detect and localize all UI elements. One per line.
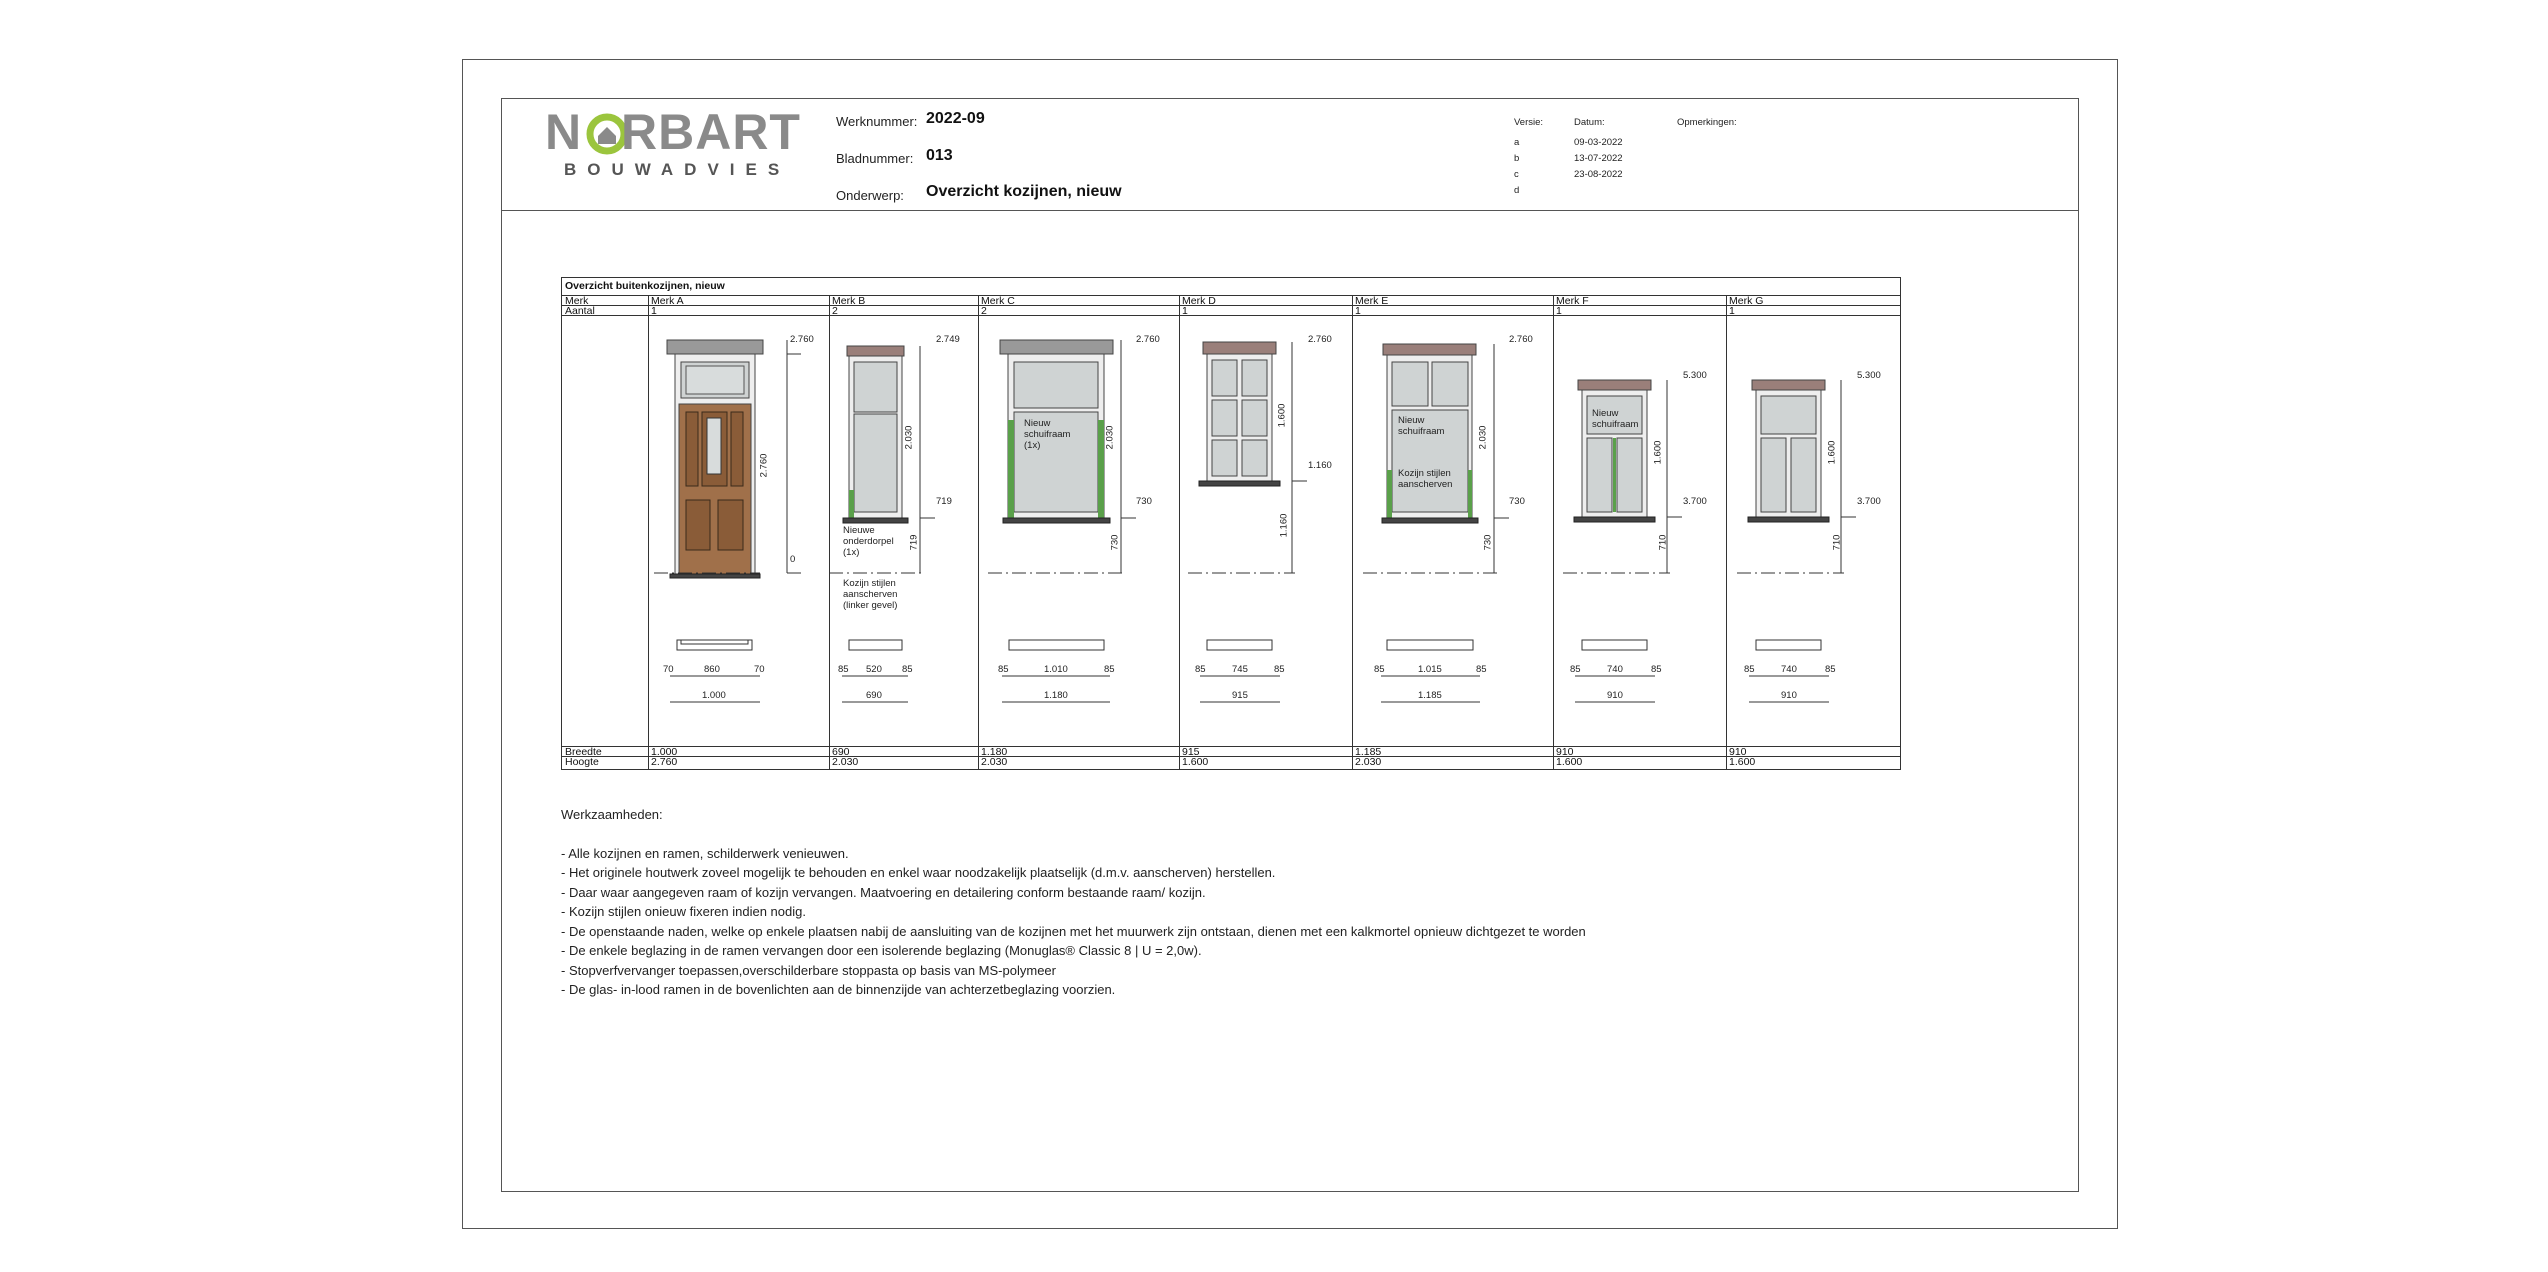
c-mid-dim: 1.010 [1044,664,1068,675]
f-left-dim: 85 [1570,664,1581,675]
rev-b-datum: 13-07-2022 [1574,153,1623,164]
aantal-f: 1 [1556,305,1562,317]
aantal-d: 1 [1182,305,1188,317]
f-sill-dim: 3.700 [1683,496,1707,507]
f-note-2: schuifraam [1592,419,1639,430]
werkzaamheden-title: Werkzaamheden: [561,807,663,822]
c-sill-dim: 730 [1136,496,1152,507]
merk-f: Merk F [1556,295,1589,307]
b-low-dim: 719 [908,534,920,551]
f-low-dim: 710 [1657,534,1669,551]
b-vert-dim: 2.030 [903,425,915,450]
werknummer-label: Werknummer: [836,114,918,129]
a-vert-dim: 2.760 [758,453,770,478]
window-f-drawing [1574,380,1655,522]
b-note-1: Nieuwe [843,525,875,536]
table-title: Overzicht buitenkozijnen, nieuw [565,280,725,292]
aantal-g: 1 [1729,305,1735,317]
b-note-6: (linker gevel) [843,600,898,611]
opmerkingen-label: Opmerkingen: [1677,117,1737,128]
rev-a-versie: a [1514,137,1520,148]
c-note-2: schuifraam [1024,429,1071,440]
d-top-dim: 2.760 [1308,334,1332,345]
b-top-dim: 2.749 [936,334,960,345]
logo-subtitle: BOUWADVIES [564,160,791,179]
window-d-drawing [1199,342,1280,486]
onderwerp-label: Onderwerp: [836,188,904,203]
e-mid-dim: 1.015 [1418,664,1442,675]
b-note-5: aanscherven [843,589,898,600]
bladnummer-label: Bladnummer: [836,151,914,166]
b-note-2: onderdorpel [843,536,894,547]
werkzaamheden-item: - De openstaande naden, welke op enkele plaatsen nabij de aansluiting van de kozijnen met het muurwerk zijn ontstaan, dienen met een kalkmortel opnieuw dichtgezet te worden [561,923,1586,939]
f-total-dim: 910 [1607,690,1623,701]
f-vert-dim: 1.600 [1652,440,1664,465]
e-sill-dim: 730 [1509,496,1525,507]
b-note-4: Kozijn stijlen [843,578,896,589]
aantal-label: Aantal [565,305,595,317]
onderwerp-value: Overzicht kozijnen, nieuw [926,183,1122,200]
door-a-drawing [667,340,763,578]
breedte-a: 1.000 [651,746,678,758]
logo-name-rest: RBART [621,104,801,160]
c-total-dim: 1.180 [1044,690,1068,701]
rev-c-datum: 23-08-2022 [1574,169,1623,180]
hoogte-g: 1.600 [1729,756,1756,768]
e-note-5: aanscherven [1398,479,1453,490]
plan-views [677,640,1821,650]
window-b-drawing [843,346,908,523]
g-left-dim: 85 [1744,664,1755,675]
b-note-3: (1x) [843,547,860,558]
e-note-4: Kozijn stijlen [1398,468,1451,479]
c-low-dim: 730 [1109,534,1121,551]
c-top-dim: 2.760 [1136,334,1160,345]
e-vert-dim: 2.030 [1477,425,1489,450]
d-left-dim: 85 [1195,664,1206,675]
merk-c: Merk C [981,295,1015,307]
merk-label: Merk [565,295,589,307]
b-sill-dim: 719 [936,496,952,507]
g-mid-dim: 740 [1781,664,1797,675]
g-total-dim: 910 [1781,690,1797,701]
a-total-dim: 1.000 [702,690,726,701]
e-total-dim: 1.185 [1418,690,1442,701]
werkzaamheden-item: - Daar waar aangegeven raam of kozijn vervangen. Maatvoering en detailering conform bestaande raam/ kozijn. [561,884,1206,900]
breedte-f: 910 [1556,746,1574,758]
e-left-dim: 85 [1374,664,1385,675]
aantal-b: 2 [832,305,838,317]
hoogte-d: 1.600 [1182,756,1209,768]
rev-c-versie: c [1514,169,1519,180]
werkzaamheden-item: - De enkele beglazing in de ramen vervangen door een isolerende beglazing (Monuglas® Classic 8 | U = 2,0w). [561,943,1202,958]
breedte-label: Breedte [565,746,602,758]
e-note-2: schuifraam [1398,426,1445,437]
b-right-dim: 85 [902,664,913,675]
hoogte-label: Hoogte [565,756,599,768]
werknummer-value: 2022-09 [926,110,985,127]
merk-e: Merk E [1355,295,1389,307]
hoogte-a: 2.760 [651,756,678,768]
breedte-e: 1.185 [1355,746,1382,758]
merk-a: Merk A [651,295,684,307]
c-vert-dim: 2.030 [1104,425,1116,450]
c-note-3: (1x) [1024,440,1041,451]
b-left-dim: 85 [838,664,849,675]
merk-g: Merk G [1729,295,1764,307]
rev-a-datum: 09-03-2022 [1574,137,1623,148]
g-top-dim: 5.300 [1857,370,1881,381]
e-note-1: Nieuw [1398,415,1425,426]
f-top-dim: 5.300 [1683,370,1707,381]
a-bottom-dim: 0 [790,554,796,565]
bladnummer-value: 013 [926,147,953,164]
breedte-d: 915 [1182,746,1200,758]
hoogte-e: 2.030 [1355,756,1382,768]
b-total-dim: 690 [866,690,882,701]
horizontal-dimensions [670,676,1829,702]
g-vert-dim: 1.600 [1826,440,1838,465]
rev-d-versie: d [1514,185,1520,196]
d-total-dim: 915 [1232,690,1248,701]
werkzaamheden-item: - Stopverfvervanger toepassen,overschilderbare stoppasta op basis van MS-polymeer [561,962,1056,978]
datum-label: Datum: [1574,117,1605,128]
werkzaamheden-item: - De glas- in-lood ramen in de bovenlichten aan de binnenzijde van achterzetbeglazing voorzien. [561,982,1116,997]
f-note-1: Nieuw [1592,408,1619,419]
window-g-drawing [1748,380,1829,522]
e-right-dim: 85 [1476,664,1487,675]
e-top-dim: 2.760 [1509,334,1533,345]
a-top-dim: 2.760 [790,334,814,345]
merk-b: Merk B [832,295,866,307]
g-low-dim: 710 [1831,534,1843,551]
versie-label: Versie: [1514,117,1544,128]
aantal-c: 2 [981,305,987,317]
d-mid-dim: 745 [1232,664,1248,675]
g-right-dim: 85 [1825,664,1836,675]
rev-b-versie: b [1514,153,1520,164]
a-left-dim: 70 [663,664,674,675]
hoogte-f: 1.600 [1556,756,1583,768]
breedte-b: 690 [832,746,850,758]
d-right-dim: 85 [1274,664,1285,675]
werkzaamheden-item: - Alle kozijnen en ramen, schilderwerk venieuwen. [561,845,849,861]
g-sill-dim: 3.700 [1857,496,1881,507]
werkzaamheden-item: - Het originele houtwerk zoveel mogelijk te behouden en enkel waar noodzakelijk plaatselijk (d.m.v. aanscherven) herstellen. [561,865,1276,880]
d-vert-dim: 1.600 [1276,403,1288,428]
hoogte-b: 2.030 [832,756,859,768]
c-left-dim: 85 [998,664,1009,675]
d-sill-dim: 1.160 [1308,460,1332,471]
merk-d: Merk D [1182,295,1216,307]
aantal-e: 1 [1355,305,1361,317]
e-low-dim: 730 [1482,534,1494,551]
c-right-dim: 85 [1104,664,1115,675]
a-right-dim: 70 [754,664,765,675]
c-note-1: Nieuw [1024,418,1051,429]
breedte-g: 910 [1729,746,1747,758]
f-right-dim: 85 [1651,664,1662,675]
f-mid-dim: 740 [1607,664,1623,675]
werkzaamheden-item: - Kozijn stijlen onieuw fixeren indien nodig. [561,904,806,919]
b-mid-dim: 520 [866,664,882,675]
logo-name: N [545,104,583,160]
a-mid-dim: 860 [704,664,720,675]
breedte-c: 1.180 [981,746,1008,758]
hoogte-c: 2.030 [981,756,1008,768]
d-low-dim: 1.160 [1278,513,1290,538]
aantal-a: 1 [651,305,657,317]
werkzaamheden-section [561,805,1586,1000]
